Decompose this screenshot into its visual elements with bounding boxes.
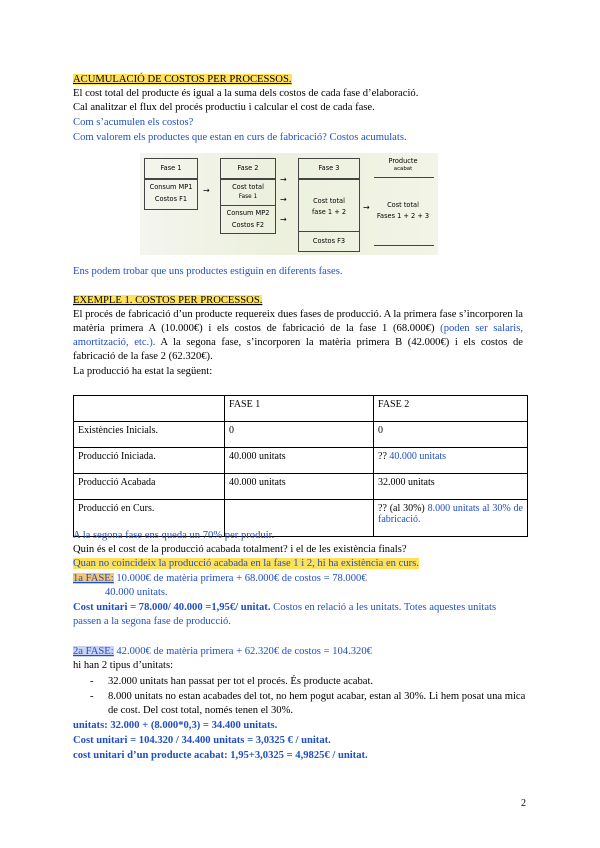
fase2-units-line: unitats: 32.000 + (8.000*0,3) = 34.400 unitats. (73, 720, 278, 731)
fase2-cell: ?? (al 30%) 8.000 unitats al 30% de fabricació. (374, 500, 528, 537)
fase1-units: 40.000 unitats. (105, 587, 168, 598)
question-1: Com s’acumulen els costos? (73, 117, 194, 128)
fase2-bullet-2: 8.000 unitats no estan acabades del tot, no hem pogut acabar, estan al 30%. Li hem posat una mica de cost. Del cost total, només tenen el 30%. (108, 691, 526, 716)
arrow-right-icon: → (363, 203, 370, 212)
example-paragraph: El procés de fabricació d’un producte requereix dues fases de producció. A la primera fase s’incorporen la matèria primera A (10.000€) i els costos de fabricació de la fase 1 (68.000€) (poden ser salaris, amortització, etc.). A la segona fase, s’incorporen la matèria primera B (42.000€) i els costos de fabricació de la fase 2 (62.320€). (73, 309, 524, 362)
bullet-dash: - (90, 691, 94, 702)
fase1-cell: 40.000 unitats (225, 448, 374, 474)
production-table (73, 395, 528, 537)
fase1-cost-cont: passen a la segona fase de producció. (73, 616, 231, 627)
section-heading: ACUMULACIÓ DE COSTOS PER PROCESSOS. (73, 74, 292, 85)
fase1-cell: 0 (225, 422, 374, 448)
note-phases: Ens podem trobar que uns productes estiguin en diferents fases. (73, 266, 343, 277)
production-intro: La producció ha estat la següent: (73, 366, 213, 377)
arrow-right-icon: → (280, 175, 287, 184)
intro-line-2: Cal analitzar el flux del procés productiu i calcular el cost de cada fase. (73, 102, 375, 113)
final-subtitle: acabat (393, 166, 413, 172)
page-number: 2 (521, 798, 526, 809)
table-row (74, 448, 528, 474)
fase2-cell: 0 (374, 422, 528, 448)
table-header-cell: FASE 2 (374, 396, 528, 422)
bullet-dash: - (90, 676, 94, 687)
divider (374, 177, 434, 178)
row-label: Producció Iniciada. (74, 448, 225, 474)
question-cost: Quin és el cost de la producció acabada totalment? i el de les existència finals? (73, 544, 407, 555)
fase1-calc: 1a FASE: 10.000€ de matèria primera + 68.000€ de costos = 78.000€ (73, 573, 367, 584)
note-second-phase: A la segona fase ens queda un 70% per produir. (73, 530, 275, 541)
divider (298, 231, 360, 232)
fase2-bullet-1: 32.000 unitats han passat per tot el procés. És producte acabat. (108, 676, 374, 687)
process-flow-diagram (140, 153, 438, 255)
fase2-item: Cost total (232, 183, 264, 191)
fase1-cell: 40.000 unitats (225, 474, 374, 500)
fase1-cost: Cost unitari = 78.000/ 40.000 =1,95€/ unitat. Costos en relació a les unitats. Totes aquestes unitats (73, 602, 497, 613)
fase2-cell: ?? 40.000 unitats (374, 448, 528, 474)
divider (374, 245, 434, 246)
intro-line-1: El cost total del producte és igual a la suma dels costos de cada fase d’elaboració. (73, 88, 419, 99)
fase2-title: Fase 2 (237, 164, 259, 172)
final-item: Cost total (387, 201, 419, 209)
divider (220, 205, 276, 206)
fase2-item: Fase 1 (238, 194, 258, 200)
table-header-cell (74, 396, 225, 422)
final-title: Producte (388, 157, 418, 165)
example-heading: EXEMPLE 1. COSTOS PER PROCESSOS. (73, 295, 263, 306)
row-label: Existències Inicials. (74, 422, 225, 448)
fase3-item: fase 1 + 2 (311, 208, 347, 216)
fase1-title: Fase 1 (160, 164, 182, 172)
fase1-item: Consum MP1 (149, 183, 193, 191)
table-header-cell: FASE 1 (225, 396, 374, 422)
row-label: Producció en Curs. (74, 500, 225, 537)
table-header-row (74, 396, 528, 422)
fase2-cost-line: Cost unitari = 104.320 / 34.400 unitats = 3,0325 € / unitat. (73, 735, 331, 746)
note-coincideix: Quan no coincideix la producció acabada en la fase 1 i 2, hi ha existència en curs. (73, 558, 419, 569)
fase2-types: hi han 2 tipus d’unitats: (73, 660, 174, 671)
fase3-item: Costos F3 (312, 237, 346, 245)
fase3-item: Cost total (313, 197, 345, 205)
arrow-right-icon: → (280, 195, 287, 204)
table-row (74, 422, 528, 448)
final-item: Fases 1 + 2 + 3 (376, 212, 430, 220)
fase2-calc: 2a FASE: 42.000€ de matèria primera + 62.320€ de costos = 104.320€ (73, 646, 372, 657)
question-2: Com valorem els productes que estan en curs de fabricació? Costos acumulats. (73, 132, 407, 143)
final-cost-line: cost unitari d’un producte acabat: 1,95+3,0325 = 4,9825€ / unitat. (73, 750, 368, 761)
arrow-right-icon: → (280, 215, 287, 224)
arrow-right-icon: → (203, 186, 210, 195)
table-row (74, 474, 528, 500)
fase1-item: Costos F1 (154, 195, 188, 203)
row-label: Producció Acabada (74, 474, 225, 500)
fase2-item: Consum MP2 (226, 209, 270, 217)
fase3-title: Fase 3 (318, 164, 340, 172)
fase2-item: Costos F2 (231, 221, 265, 229)
fase2-cell: 32.000 unitats (374, 474, 528, 500)
